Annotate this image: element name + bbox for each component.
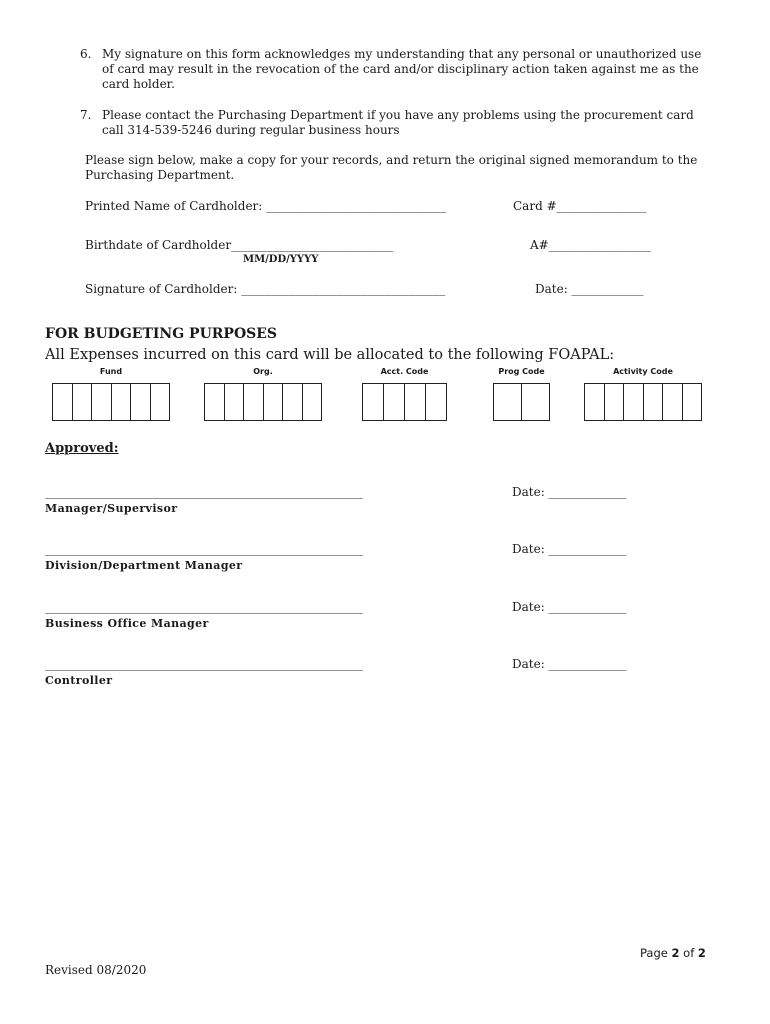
page-prefix: Page — [640, 946, 672, 960]
code-box[interactable] — [604, 384, 624, 420]
activity-code-column-label: Activity Code — [613, 367, 673, 376]
item-6-number: 6. — [80, 47, 92, 61]
division-manager-label: Division/Department Manager — [45, 559, 243, 572]
code-box[interactable] — [585, 384, 604, 420]
fund-column-label: Fund — [99, 367, 123, 376]
code-box[interactable] — [53, 384, 72, 420]
code-box[interactable] — [263, 384, 283, 420]
prog-code-boxes[interactable] — [493, 383, 550, 421]
code-box[interactable] — [521, 384, 549, 420]
code-box[interactable] — [205, 384, 224, 420]
card-number-field[interactable]: Card #_______________ — [513, 199, 647, 213]
acct-code-boxes[interactable] — [362, 383, 447, 421]
signature-date-field[interactable]: Date: ____________ — [535, 282, 644, 296]
business-office-signature-line[interactable]: _____________________________________________________ — [45, 600, 363, 614]
page-mid: of — [679, 946, 698, 960]
item-6-text: My signature on this form acknowledges my understanding that any personal or unauthorized use of card may result in the revocation of the card and/or disciplinary action taken against me as the card holder. — [102, 47, 702, 91]
code-box[interactable] — [150, 384, 170, 420]
code-box[interactable] — [643, 384, 663, 420]
item-7 — [80, 108, 702, 140]
item-6 — [80, 47, 702, 93]
code-box[interactable] — [623, 384, 643, 420]
manager-date-field[interactable]: Date: _____________ — [512, 485, 627, 499]
activity-code-boxes[interactable] — [584, 383, 702, 421]
code-box[interactable] — [302, 384, 322, 420]
acct-code-column-label: Acct. Code — [380, 367, 429, 376]
foapal-statement: All Expenses incurred on this card will be allocated to the following FOAPAL: — [45, 347, 615, 363]
a-number-field[interactable]: A#_________________ — [530, 238, 651, 252]
code-box[interactable] — [425, 384, 446, 420]
page-current: 2 — [671, 946, 680, 960]
instructions-text: Please sign below, make a copy for your records, and return the original signed memorandum to the Purchasing Department. — [85, 153, 698, 182]
page-number — [640, 946, 706, 960]
code-box[interactable] — [682, 384, 702, 420]
birthdate-field[interactable]: Birthdate of Cardholder___________________________ — [85, 238, 394, 252]
revision-date: Revised 08/2020 — [45, 963, 147, 977]
item-7-text: Please contact the Purchasing Department if you have any problems using the procurement card call 314-539-5246 during regular business hours — [102, 108, 694, 137]
manager-supervisor-label: Manager/Supervisor — [45, 502, 178, 515]
code-box[interactable] — [404, 384, 425, 420]
prog-code-column-label: Prog Code — [498, 367, 545, 376]
budgeting-heading: FOR BUDGETING PURPOSES — [45, 326, 278, 342]
code-box[interactable] — [111, 384, 131, 420]
code-box[interactable] — [494, 384, 521, 420]
code-box[interactable] — [282, 384, 302, 420]
code-box[interactable] — [224, 384, 244, 420]
division-manager-date-field[interactable]: Date: _____________ — [512, 542, 627, 556]
approved-heading: Approved: — [45, 441, 119, 456]
code-box[interactable] — [130, 384, 150, 420]
controller-date-field[interactable]: Date: _____________ — [512, 657, 627, 671]
business-office-manager-label: Business Office Manager — [45, 617, 209, 630]
org-code-boxes[interactable] — [204, 383, 322, 421]
business-office-date-field[interactable]: Date: _____________ — [512, 600, 627, 614]
org-column-label: Org. — [253, 367, 273, 376]
division-manager-signature-line[interactable]: _____________________________________________________ — [45, 542, 363, 556]
code-box[interactable] — [91, 384, 111, 420]
controller-signature-line[interactable]: _____________________________________________________ — [45, 657, 363, 671]
code-box[interactable] — [72, 384, 92, 420]
manager-signature-line[interactable]: _____________________________________________________ — [45, 485, 363, 499]
controller-label: Controller — [45, 674, 113, 687]
fund-code-boxes[interactable] — [52, 383, 170, 421]
page-total: 2 — [697, 946, 706, 960]
printed-name-field[interactable]: Printed Name of Cardholder: ______________________________ — [85, 199, 447, 213]
code-box[interactable] — [383, 384, 404, 420]
signature-field[interactable]: Signature of Cardholder: __________________________________ — [85, 282, 446, 296]
item-7-number: 7. — [80, 108, 92, 122]
code-box[interactable] — [363, 384, 383, 420]
birthdate-format-hint: MM/DD/YYYY — [243, 254, 319, 265]
code-box[interactable] — [662, 384, 682, 420]
code-box[interactable] — [243, 384, 263, 420]
